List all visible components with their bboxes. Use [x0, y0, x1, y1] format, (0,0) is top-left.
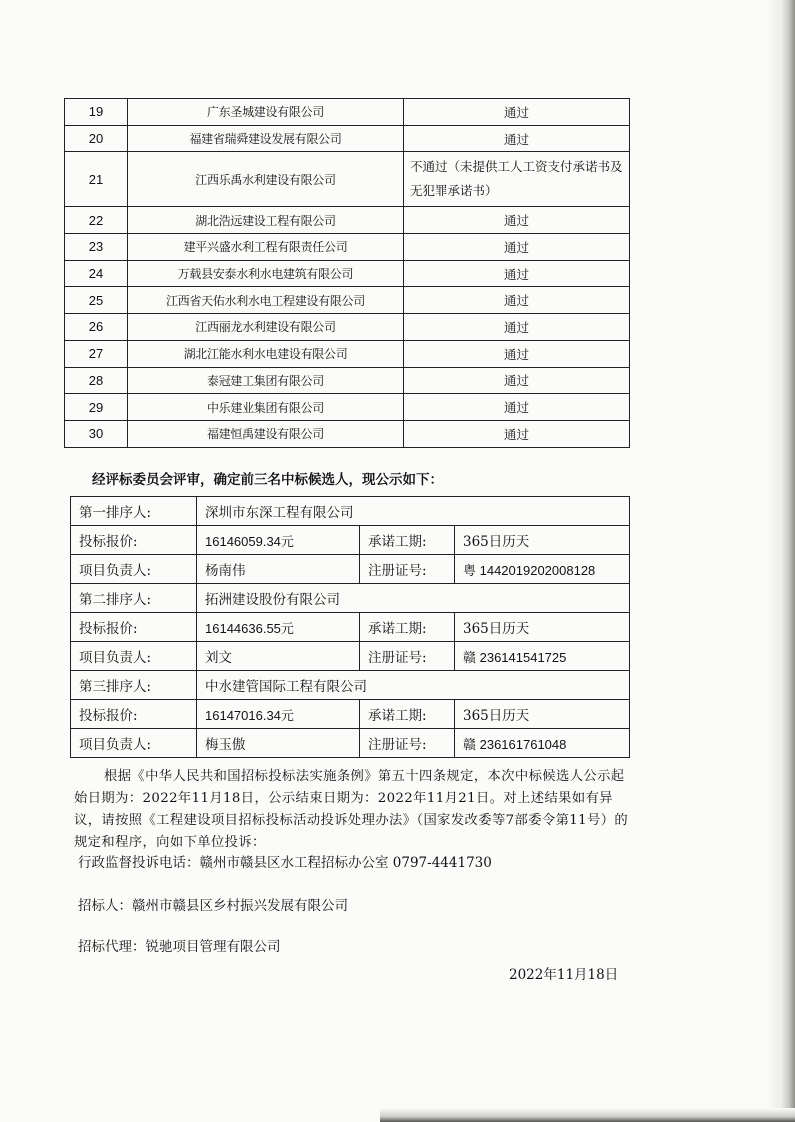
company-name: 江西乐禹水利建设有限公司: [128, 152, 404, 207]
company-name: 广东圣城建设有限公司: [128, 99, 404, 126]
review-result: 通过: [404, 99, 630, 126]
review-result: 通过: [404, 260, 630, 287]
row-number: 21: [65, 152, 128, 207]
row-number: 24: [65, 260, 128, 287]
row-number: 29: [65, 394, 128, 421]
registration-number: 赣 236161761048: [455, 729, 630, 758]
table-row: [65, 260, 630, 287]
construction-period: 365日历天: [455, 526, 630, 555]
bid-label: 投标报价:: [71, 700, 197, 729]
bid-price: 16144636.55元: [197, 613, 360, 642]
candidates-heading: 经评标委员会评审，确定前三名中标候选人，现公示如下：: [92, 472, 443, 488]
review-result: 通过: [404, 394, 630, 421]
tenderer: 招标人：赣州市赣县区乡村振兴发展有限公司: [78, 898, 348, 914]
bid-price: 16147016.34元: [197, 700, 360, 729]
rank-label: 第三排序人:: [71, 671, 197, 700]
manager-label: 项目负责人:: [71, 555, 197, 584]
notice-paragraph: 根据《中华人民共和国招标投标法实施条例》第五十四条规定，本次中标候选人公示起始日期为：2022年11月18日，公示结束日期为：2022年11月21日。对上述结果如有异议，请按照《工程建设项目招标投标活动投诉处理办法》（国家发改委等7部委令第11号）的规定和程序，向如下单位投诉：: [74, 769, 629, 850]
cert-label: 注册证号:: [360, 729, 455, 758]
table-row: [65, 367, 630, 394]
candidates-table: [70, 496, 630, 758]
period-label: 承诺工期:: [360, 526, 455, 555]
scan-shadow-edge: [765, 0, 795, 1122]
review-result: 通过: [404, 314, 630, 341]
bid-price: 16146059.34元: [197, 526, 360, 555]
project-manager: 梅玉傲: [197, 729, 360, 758]
review-result: 不通过（未提供工人工资支付承诺书及无犯罪承诺书）: [404, 152, 630, 207]
project-manager: 杨南伟: [197, 555, 360, 584]
project-manager: 刘文: [197, 642, 360, 671]
table-row: [65, 314, 630, 341]
tender-agent: 招标代理：锐驰项目管理有限公司: [78, 939, 281, 955]
company-name: 福建恒禹建设有限公司: [128, 420, 404, 447]
candidate-name: 中水建管国际工程有限公司: [197, 671, 630, 700]
table-row: [71, 526, 630, 555]
rank-label: 第二排序人:: [71, 584, 197, 613]
company-name: 福建省瑞舜建设发展有限公司: [128, 125, 404, 152]
table-row: [65, 340, 630, 367]
candidate-name: 深圳市东深工程有限公司: [197, 497, 630, 526]
table-row: [71, 700, 630, 729]
table-row: [65, 420, 630, 447]
registration-number: 粤 1442019202008128: [455, 555, 630, 584]
construction-period: 365日历天: [455, 613, 630, 642]
complaint-contact: 行政监督投诉电话：赣州市赣县区水工程招标办公室 0797-4441730: [78, 855, 492, 871]
row-number: 23: [65, 234, 128, 261]
company-name: 泰冠建工集团有限公司: [128, 367, 404, 394]
row-number: 26: [65, 314, 128, 341]
bid-label: 投标报价:: [71, 526, 197, 555]
period-label: 承诺工期:: [360, 613, 455, 642]
review-result: 通过: [404, 125, 630, 152]
row-number: 20: [65, 125, 128, 152]
company-name: 湖北江能水利水电建设有限公司: [128, 340, 404, 367]
period-label: 承诺工期:: [360, 700, 455, 729]
table-row: [71, 613, 630, 642]
review-result: 通过: [404, 340, 630, 367]
review-result: 通过: [404, 367, 630, 394]
row-number: 30: [65, 420, 128, 447]
review-result: 通过: [404, 234, 630, 261]
construction-period: 365日历天: [455, 700, 630, 729]
company-name: 江西丽龙水利建设有限公司: [128, 314, 404, 341]
table-row: [71, 729, 630, 758]
company-name: 中乐建业集团有限公司: [128, 394, 404, 421]
table-row: [71, 642, 630, 671]
company-name: 万载县安泰水利水电建筑有限公司: [128, 260, 404, 287]
table-row: [65, 207, 630, 234]
company-name: 湖北浩远建设工程有限公司: [128, 207, 404, 234]
registration-number: 赣 236141541725: [455, 642, 630, 671]
table-row: [71, 671, 630, 700]
table-row: [71, 555, 630, 584]
table-row: [65, 99, 630, 126]
row-number: 19: [65, 99, 128, 126]
table-row: [65, 287, 630, 314]
table-row: [71, 497, 630, 526]
table-row: [65, 125, 630, 152]
qualification-results-table: [64, 98, 630, 448]
cert-label: 注册证号:: [360, 642, 455, 671]
scan-shadow-bottom: [380, 1108, 795, 1122]
bid-label: 投标报价:: [71, 613, 197, 642]
company-name: 江西省天佑水利水电工程建设有限公司: [128, 287, 404, 314]
candidate-name: 拓洲建设股份有限公司: [197, 584, 630, 613]
table-row: [65, 152, 630, 207]
table-row: [71, 584, 630, 613]
review-result: 通过: [404, 207, 630, 234]
row-number: 22: [65, 207, 128, 234]
review-result: 通过: [404, 287, 630, 314]
cert-label: 注册证号:: [360, 555, 455, 584]
row-number: 28: [65, 367, 128, 394]
document-date: 2022年11月18日: [509, 967, 619, 983]
rank-label: 第一排序人:: [71, 497, 197, 526]
table-row: [65, 394, 630, 421]
row-number: 25: [65, 287, 128, 314]
row-number: 27: [65, 340, 128, 367]
manager-label: 项目负责人:: [71, 729, 197, 758]
company-name: 建平兴盛水利工程有限责任公司: [128, 234, 404, 261]
table-row: [65, 234, 630, 261]
manager-label: 项目负责人:: [71, 642, 197, 671]
review-result: 通过: [404, 420, 630, 447]
